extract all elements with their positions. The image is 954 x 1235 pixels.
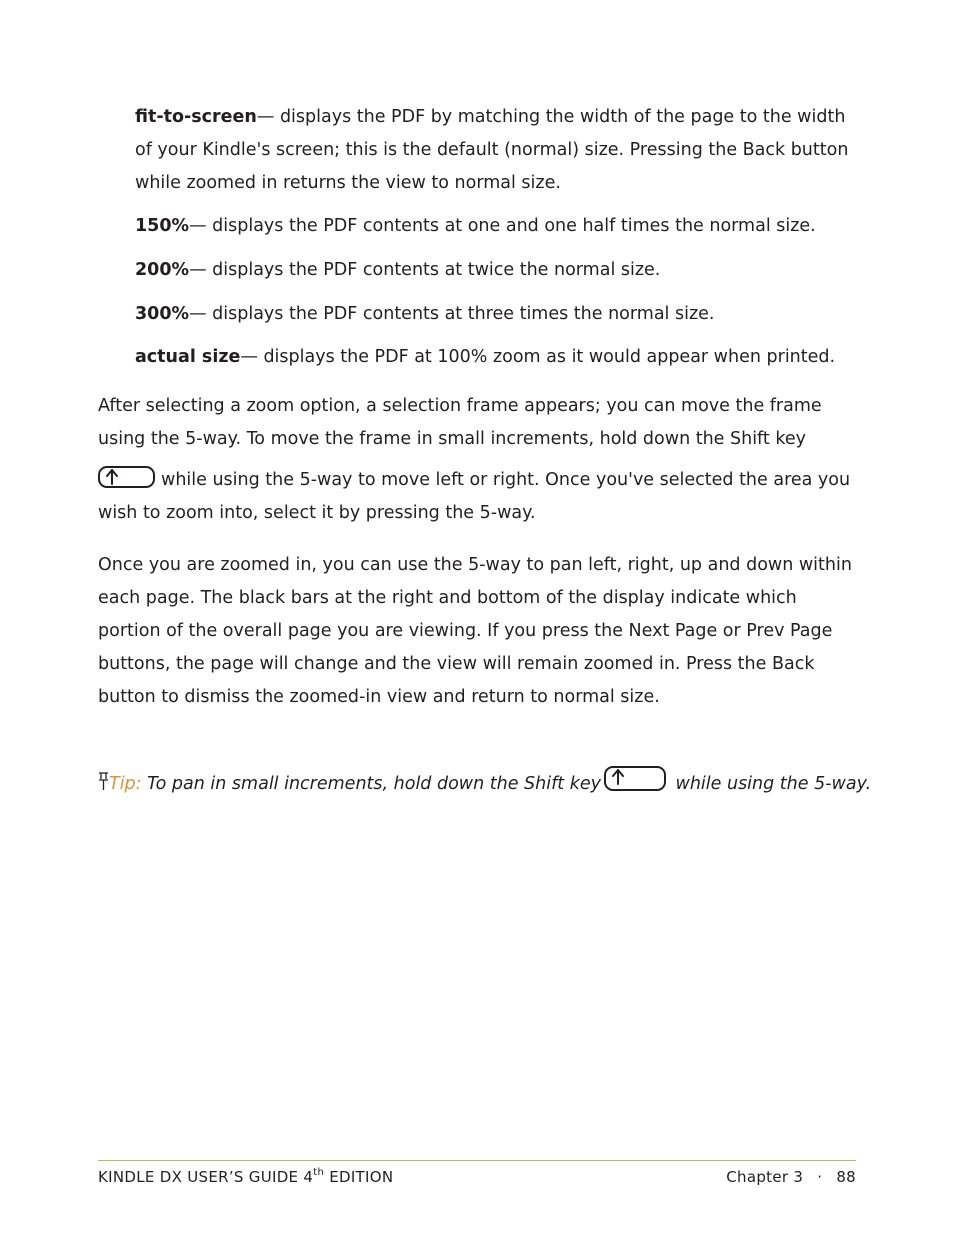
- shift-key-icon: [98, 466, 155, 488]
- definition-dash: —: [240, 347, 258, 367]
- page-number: 88: [836, 1168, 856, 1186]
- tip-text-after-key: while using the 5-way.: [669, 774, 872, 794]
- footer-separator: ·: [817, 1168, 823, 1186]
- paragraph-text-after-key: while using the 5-way to move left or right. Once you've selected the area you wish to zoom into, select it by pressing the 5-way.: [98, 470, 851, 523]
- footer-title-prefix: KINDLE DX USER’S GUIDE 4: [98, 1168, 314, 1186]
- definition-dash: —: [189, 304, 207, 324]
- footer-divider: [98, 1160, 856, 1161]
- definition-200-percent: [135, 254, 865, 287]
- definition-text: displays the PDF contents at one and one half times the normal size.: [206, 216, 816, 236]
- footer-chapter: Chapter 3: [726, 1168, 804, 1186]
- paragraph-zoomed-in: Once you are zoomed in, you can use the 5-way to pan left, right, up and down within each page. The black bars at the right and bottom of the display indicate which portion of the overall page you are viewing. If you press the Next Page or Prev Page buttons, the page will change and the view will remain zoomed in. Press the Back button to dismiss the zoomed-in view and return to normal size.: [98, 555, 852, 707]
- footer-chapter-page: [726, 1168, 856, 1186]
- definition-dash: —: [256, 107, 275, 127]
- definition-150-percent: [135, 210, 865, 243]
- definition-300-percent: [135, 298, 865, 331]
- tip-text-before-key: To pan in small increments, hold down the Shift key: [141, 774, 601, 794]
- definition-term: fit-to-screen: [135, 107, 257, 127]
- footer-title-superscript: th: [313, 1167, 325, 1178]
- definition-term: 200%: [135, 260, 190, 280]
- definition-text: displays the PDF by matching the width of the page to the width of your Kindle's screen; this is the default (normal) size. Pressing the Back button while zoomed in returns the view to normal size.: [135, 107, 849, 193]
- definition-text: displays the PDF at 100% zoom as it would appear when printed.: [257, 347, 836, 367]
- definition-dash: —: [189, 260, 207, 280]
- footer-title-suffix: EDITION: [324, 1168, 394, 1186]
- tip: [98, 766, 872, 802]
- paragraph-zoom-option: [98, 390, 863, 530]
- definition-fit-to-screen: [135, 101, 865, 200]
- footer-guide-title: [98, 1168, 393, 1186]
- paragraph-text-before-key: After selecting a zoom option, a selection frame appears; you can move the frame using the 5-way. To move the frame in small increments, hold down the Shift key: [98, 396, 822, 449]
- definition-term: actual size: [135, 347, 241, 367]
- definition-term: 150%: [135, 216, 190, 236]
- definition-text: displays the PDF contents at three times the normal size.: [206, 304, 715, 324]
- tip-label: Tip:: [109, 774, 142, 794]
- definition-actual-size: [135, 341, 865, 374]
- pushpin-icon: [98, 769, 109, 791]
- definition-text: displays the PDF contents at twice the normal size.: [206, 260, 661, 280]
- shift-key-icon: [604, 766, 666, 791]
- definition-term: 300%: [135, 304, 190, 324]
- definition-dash: —: [189, 216, 207, 236]
